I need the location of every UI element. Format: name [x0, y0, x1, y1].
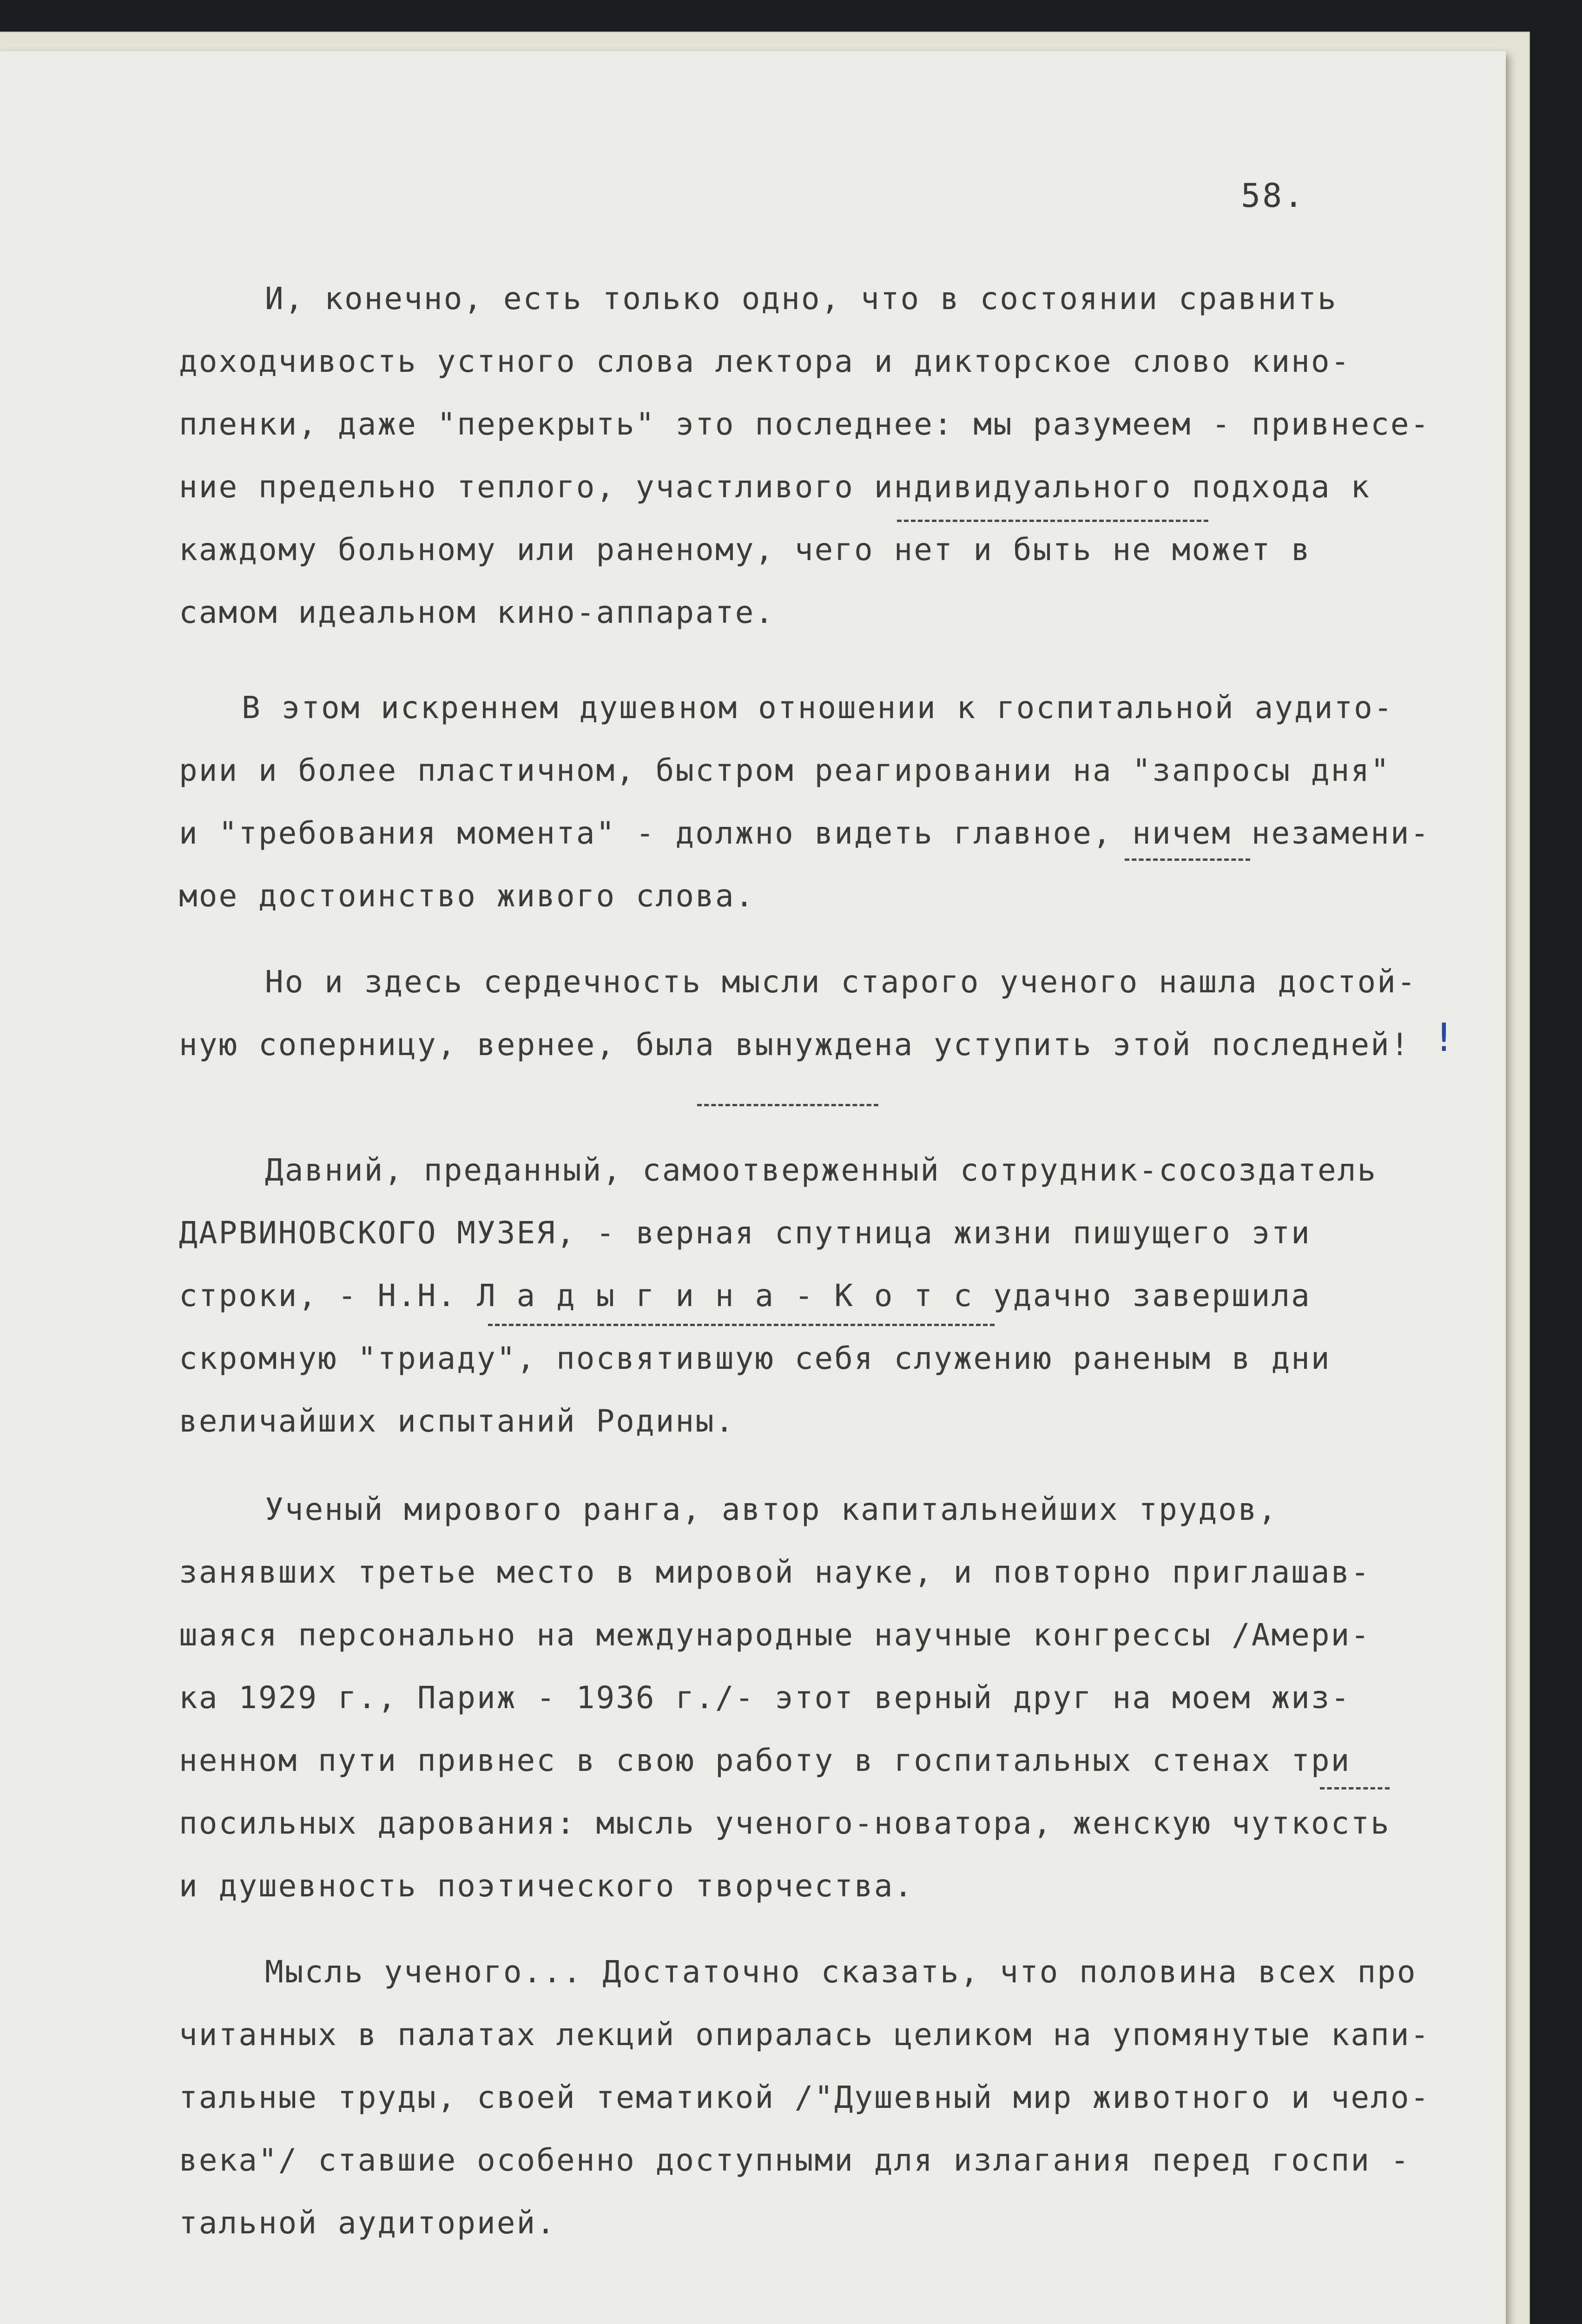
text-line: читанных в палатах лекций опиралась целиком на упомянутые капи- [179, 2017, 1430, 2053]
text-line: тальной аудиторией. [179, 2205, 556, 2241]
text-line: ную соперницу, вернее, была вынуждена уступить этой последней! [179, 1027, 1411, 1063]
text-line: В этом искреннем душевном отношении к госпитальной аудито- [242, 690, 1394, 726]
text-line: Мысль ученого... Достаточно сказать, что половина всех про [265, 1954, 1417, 1990]
text-line: ненном пути привнес в свою работу в госпитальных стенах три [179, 1743, 1351, 1778]
text-line: ка 1929 г., Париж - 1936 г./- этот верный друг на моем жиз- [179, 1680, 1351, 1716]
text-line: доходчивость устного слова лектора и дикторское слово кино- [179, 343, 1351, 379]
text-line: и "требования момента" - должно видеть главное, ничем незамени- [179, 815, 1430, 851]
text-line: и душевность поэтического творчества. [179, 1868, 914, 1904]
text-line: шаяся персонально на международные научные конгрессы /Амери- [179, 1617, 1371, 1653]
text-line: пленки, даже "перекрыть" это последнее: мы разумеем - привнесе- [179, 406, 1430, 442]
text-line: самом идеальном кино-аппарате. [179, 594, 775, 630]
text-line: мое достоинство живого слова. [179, 878, 755, 914]
text-line: тальные труды, своей тематикой /"Душевный мир животного и чело- [179, 2080, 1430, 2115]
underline-mark [897, 520, 1208, 522]
text-line: каждому больному или раненому, чего нет и быть не может в [179, 532, 1311, 568]
text-line: ДАРВИНОВСКОГО МУЗЕЯ, - верная спутница жизни пишущего эти [179, 1215, 1311, 1251]
text-line: ние предельно теплого, участливого индивидуального подхода к [179, 469, 1371, 505]
underline-mark [1320, 1787, 1390, 1789]
underline-mark [1125, 858, 1250, 861]
text-line: посильных дарования: мысль ученого-новатора, женскую чуткость [179, 1805, 1391, 1841]
text-line: И, конечно, есть только одно, что в состоянии сравнить [265, 281, 1338, 317]
text-line: Давний, преданный, самоотверженный сотрудник-сосоздатель [265, 1152, 1378, 1188]
text-line: строки, - Н.Н. Л а д ы г и н а - К о т с удачно завершила [179, 1278, 1311, 1314]
text-line: величайших испытаний Родины. [179, 1403, 735, 1439]
text-line: занявших третье место в мировой науке, и повторно приглашав- [179, 1554, 1371, 1590]
page-number: 58. [1241, 177, 1305, 215]
text-line: рии и более пластичном, быстром реагировании на "запросы дня" [179, 753, 1391, 788]
text-line: Ученый мирового ранга, автор капитальнейших трудов, [265, 1492, 1278, 1527]
text-line: скромную "триаду", посвятившую себя служению раненым в дни [179, 1340, 1331, 1376]
text-line: Но и здесь сердечность мысли старого ученого нашла достой- [265, 964, 1417, 1000]
underline-mark [488, 1324, 995, 1326]
section-divider [697, 1104, 878, 1106]
text-line: века"/ ставшие особенно доступными для излагания перед госпи - [179, 2142, 1411, 2178]
handwritten-exclamation-mark: ! [1436, 1015, 1452, 1060]
